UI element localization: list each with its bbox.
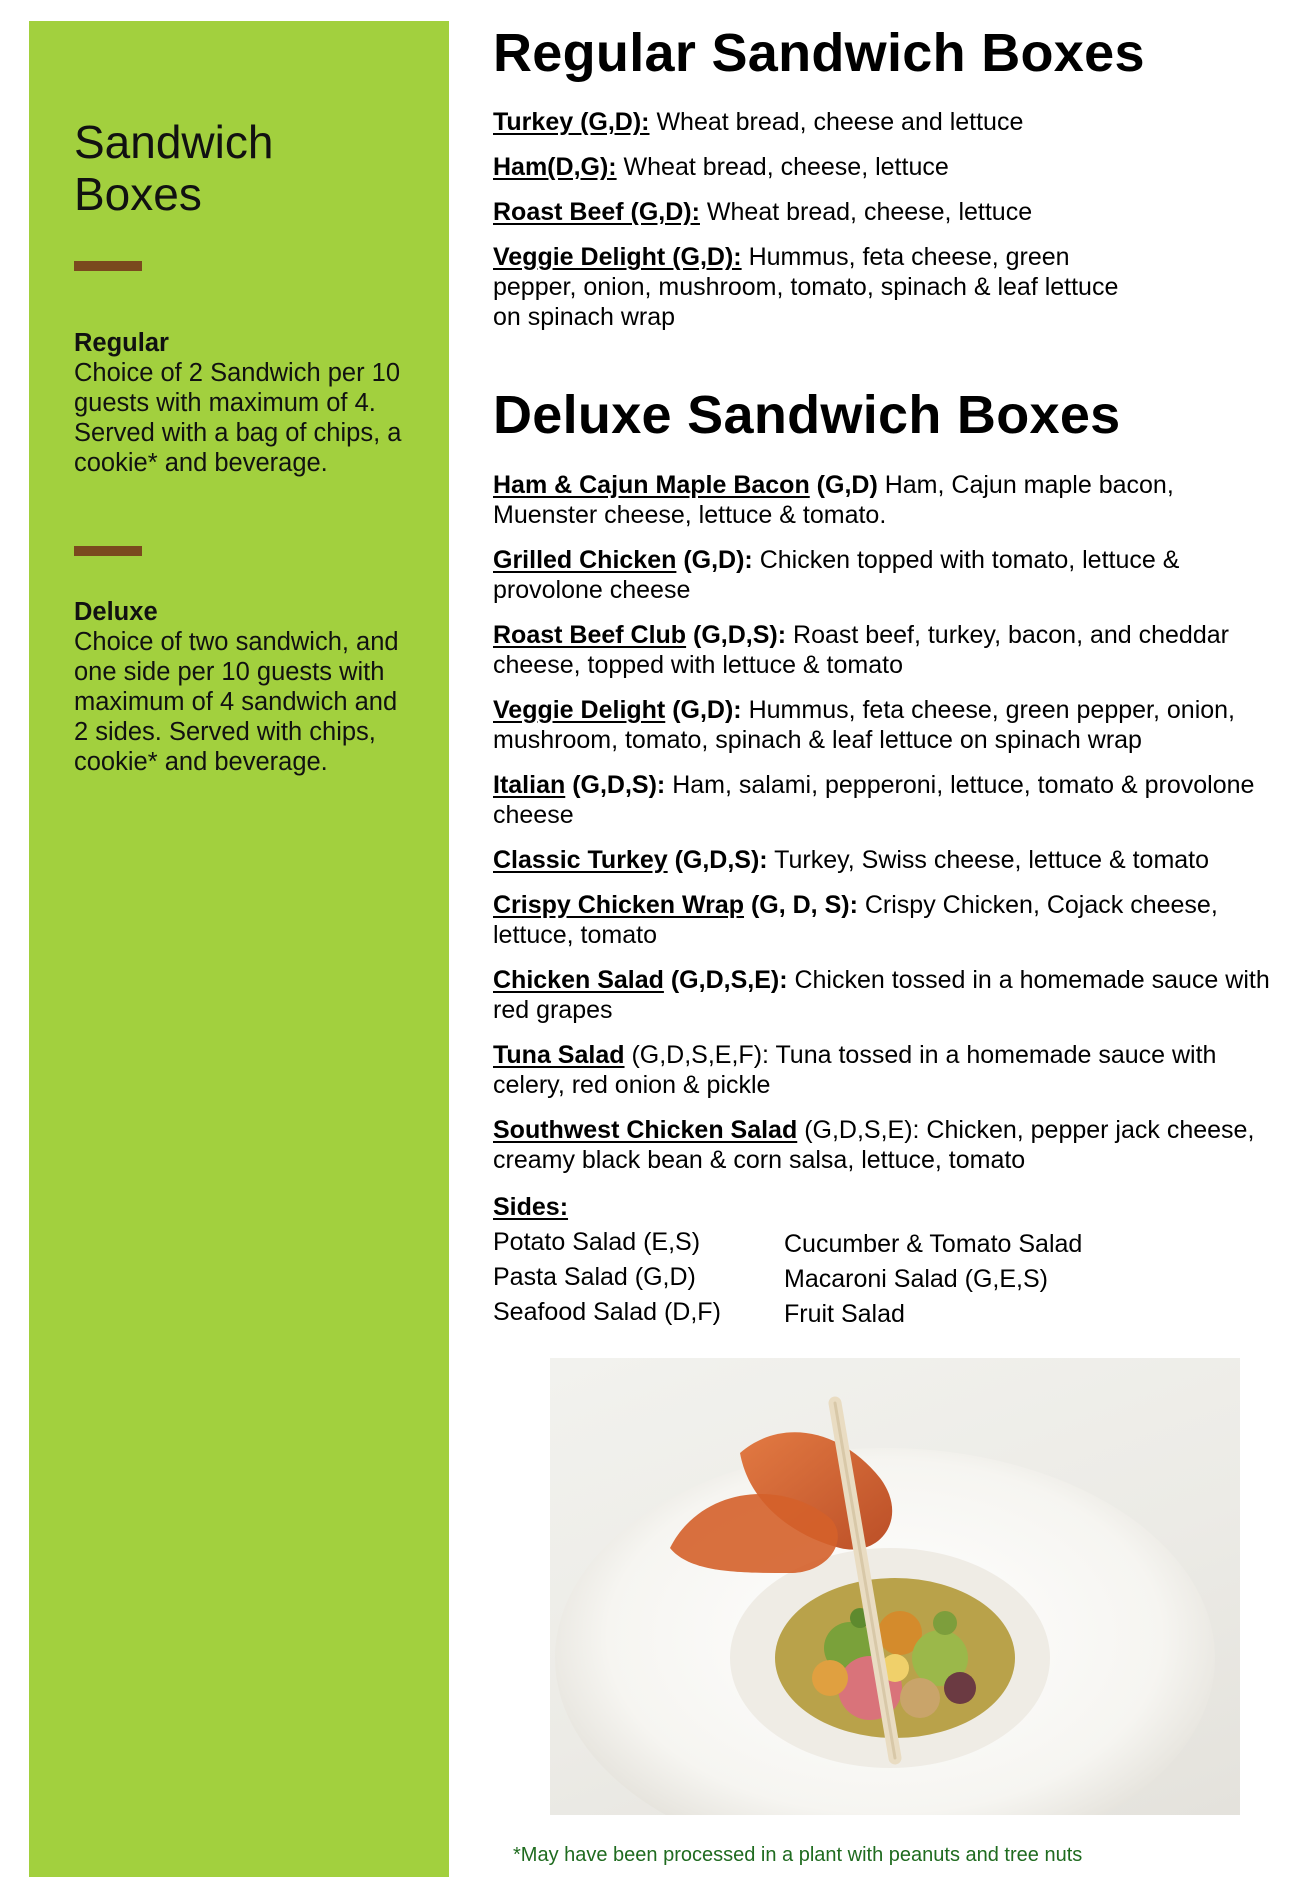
item-name: Crispy Chicken Wrap [493,891,745,919]
plated-salad-illustration [550,1358,1240,1815]
item-description: Tuna tossed in a homemade sauce with celery, red onion & pickle [493,1041,1217,1099]
item-allergen-codes: (G,D) [809,471,878,499]
allergen-footnote: *May have been processed in a plant with peanuts and tree nuts [513,1844,1083,1866]
deluxe-item [493,470,1283,530]
item-allergen-codes: (G,D): [676,546,753,574]
side-item: Potato Salad (E,S) [493,1228,701,1256]
item-allergen-codes: (G,D,S,E): [663,966,788,994]
item-allergen-codes: (G,D): [665,696,742,724]
item-description: Turkey, Swiss cheese, lettuce & tomato [767,846,1210,874]
sidebar-title-line1: Sandwich [74,116,274,168]
side-item: Seafood Salad (D,F) [493,1298,721,1326]
deluxe-description [74,597,414,777]
deluxe-section-title: Deluxe Sandwich Boxes [493,385,1121,445]
deluxe-item [493,965,1293,1025]
deluxe-item [493,695,1283,755]
item-name: Southwest Chicken Salad [493,1116,798,1144]
food-photo [550,1358,1240,1815]
deluxe-item [493,890,1263,950]
item-name: Chicken Salad [493,966,664,994]
item-name: Turkey (G,D): [493,108,650,136]
item-allergen-codes: (G,D,S): [686,621,787,649]
side-item: Macaroni Salad (G,E,S) [784,1265,1048,1293]
item-allergen-codes: (G,D,S): [667,846,768,874]
side-item: Fruit Salad [784,1300,905,1328]
item-name: Ham(D,G): [493,153,617,181]
item-description: Hummus, feta cheese, green pepper, onion, mushroom, tomato, spinach & leaf lettuce on spinach wrap [493,243,1119,331]
salad-shape [775,1578,1015,1738]
item-allergen-codes: (G, D, S): [744,891,858,919]
sidebar-title [74,116,414,220]
side-item: Cucumber & Tomato Salad [784,1230,1083,1258]
item-name: Italian [493,771,566,799]
item-name: Roast Beef Club [493,621,687,649]
regular-section-title: Regular Sandwich Boxes [493,23,1145,83]
item-description: Wheat bread, cheese and lettuce [649,108,1024,136]
regular-item [493,107,1273,137]
item-name: Roast Beef (G,D): [493,198,700,226]
item-name: Tuna Salad [493,1041,625,1069]
item-description: Chicken tossed in a homemade sauce with red grapes [493,966,1270,1024]
item-allergen-codes: (G,D,S,E): [797,1116,920,1144]
deluxe-item [493,845,1283,875]
item-description: Chicken topped with tomato, lettuce & provolone cheese [493,546,1180,604]
regular-text: Choice of 2 Sandwich per 10 guests with maximum of 4. Served with a bag of chips, a cookie* and beverage. [74,359,402,477]
item-name: Veggie Delight (G,D): [493,243,742,271]
item-description: Chicken, pepper jack cheese, creamy black bean & corn salsa, lettuce, tomato [493,1116,1255,1174]
item-name: Grilled Chicken [493,546,677,574]
deluxe-item [493,545,1213,605]
item-name: Veggie Delight [493,696,666,724]
item-allergen-codes: (G,D,S,E,F): [624,1041,769,1069]
deluxe-text: Choice of two sandwich, and one side per 10 guests with maximum of 4 sandwich and 2 sides. Served with chips, cookie* and beverage. [74,628,399,776]
deluxe-item [493,770,1283,830]
regular-heading: Regular [74,329,169,357]
item-description: Roast beef, turkey, bacon, and cheddar cheese, topped with lettuce & tomato [493,621,1229,679]
divider-rule [74,261,142,271]
item-description: Wheat bread, cheese, lettuce [616,153,949,181]
item-description: Crispy Chicken, Cojack cheese, lettuce, tomato [493,891,1218,949]
deluxe-item [493,1040,1253,1100]
regular-item [493,197,1273,227]
item-description: Ham, Cajun maple bacon, Muenster cheese, lettuce & tomato. [493,471,1174,529]
deluxe-item [493,620,1283,680]
regular-description [74,328,414,478]
item-allergen-codes: (G,D,S): [565,771,666,799]
item-description: Wheat bread, cheese, lettuce [699,198,1033,226]
sidebar-title-line2: Boxes [74,168,202,220]
sides-title: Sides: [493,1193,569,1221]
side-item: Pasta Salad (G,D) [493,1263,696,1291]
item-name: Ham & Cajun Maple Bacon [493,471,810,499]
regular-item [493,152,1273,182]
item-description: Ham, salami, pepperoni, lettuce, tomato & provolone cheese [493,771,1255,829]
item-description: Hummus, feta cheese, green pepper, onion, mushroom, tomato, spinach & leaf lettuce on spinach wrap [493,696,1235,754]
regular-item [493,242,1153,332]
sidebar-panel [29,21,449,1877]
divider-rule [74,546,142,556]
deluxe-item [493,1115,1283,1175]
deluxe-heading: Deluxe [74,598,158,626]
item-name: Classic Turkey [493,846,668,874]
